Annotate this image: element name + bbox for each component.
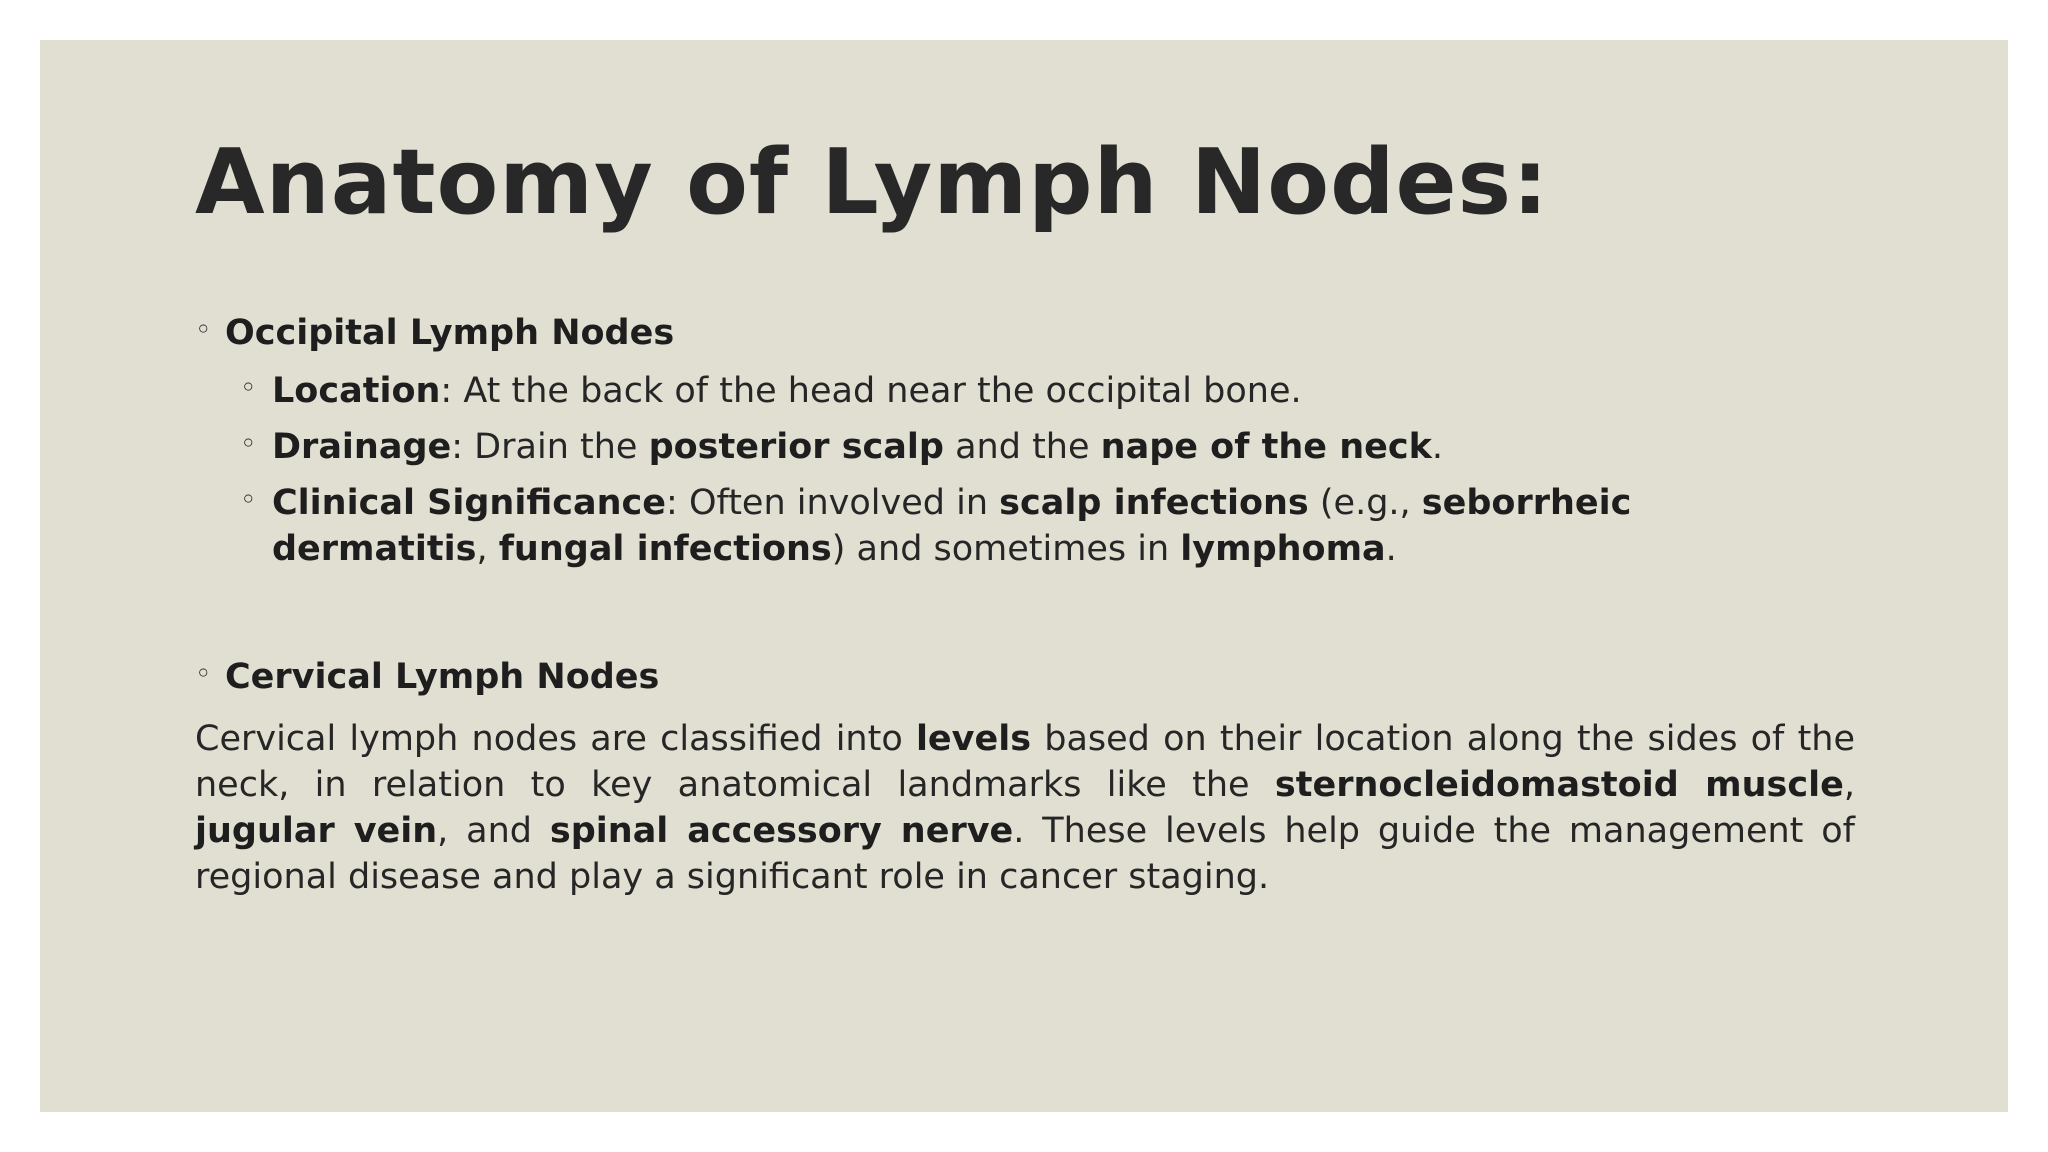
- clinical-bold-3: fungal infections: [498, 529, 832, 569]
- cervical-text-2: based on their location along the sides of the neck, in relation to key anatomical landmarks like the: [195, 719, 1856, 805]
- drainage-text-2: and the: [943, 427, 1101, 467]
- cervical-text-4: , and: [437, 811, 550, 851]
- sub-bullet-location: [195, 368, 1855, 414]
- clinical-bold-1: scalp infections: [999, 483, 1309, 523]
- section-spacer: [195, 582, 1855, 654]
- occipital-heading: Occipital Lymph Nodes: [225, 313, 675, 353]
- bullet-circle-icon: ◦: [240, 427, 257, 460]
- bullet-cervical: [195, 654, 1855, 700]
- slide-content: [195, 310, 1855, 900]
- bullet-circle-icon: ◦: [195, 313, 212, 346]
- clinical-text-4: ) and sometimes in: [831, 529, 1181, 569]
- sub-bullet-drainage: [195, 424, 1855, 470]
- cervical-bold-2: sternocleidomastoid muscle: [1274, 765, 1844, 805]
- slide-title: Anatomy of Lymph Nodes:: [195, 130, 1550, 235]
- clinical-text-1: : Often involved in: [666, 483, 1000, 523]
- slide: [40, 40, 2008, 1112]
- clinical-label: Clinical Significance: [272, 483, 667, 523]
- cervical-bold-4: spinal accessory nerve: [549, 811, 1014, 851]
- bullet-circle-icon: ◦: [240, 483, 257, 516]
- clinical-text-2: (e.g.,: [1308, 483, 1422, 523]
- cervical-text-5: . These levels help guide the management of regional disease and play a significant role in cancer staging.: [195, 811, 1855, 897]
- clinical-bold-2: seborrheic dermatitis: [272, 483, 1632, 569]
- drainage-label: Drainage: [272, 427, 452, 467]
- occipital-sub-list: [195, 368, 1855, 572]
- location-label: Location: [272, 371, 441, 411]
- bullet-circle-icon: ◦: [240, 371, 257, 404]
- cervical-bold-3: jugular vein: [195, 811, 438, 851]
- drainage-text-1: : Drain the: [451, 427, 649, 467]
- clinical-bold-4: lymphoma: [1180, 529, 1386, 569]
- clinical-text-5: .: [1385, 529, 1397, 569]
- bullet-circle-icon: ◦: [195, 657, 212, 690]
- drainage-text-3: .: [1431, 427, 1444, 467]
- cervical-heading: Cervical Lymph Nodes: [225, 657, 660, 697]
- cervical-paragraph: [195, 716, 1855, 900]
- cervical-text-3: ,: [1843, 765, 1855, 805]
- cervical-text-1: Cervical lymph nodes are classified into: [195, 719, 916, 759]
- drainage-bold-1: posterior scalp: [648, 427, 944, 467]
- cervical-bold-1: levels: [915, 719, 1032, 759]
- bullet-occipital: [195, 310, 1855, 356]
- location-text: : At the back of the head near the occipital bone.: [440, 371, 1302, 411]
- drainage-bold-2: nape of the neck: [1100, 427, 1432, 467]
- sub-bullet-clinical: [195, 480, 1855, 572]
- clinical-text-3: ,: [476, 529, 499, 569]
